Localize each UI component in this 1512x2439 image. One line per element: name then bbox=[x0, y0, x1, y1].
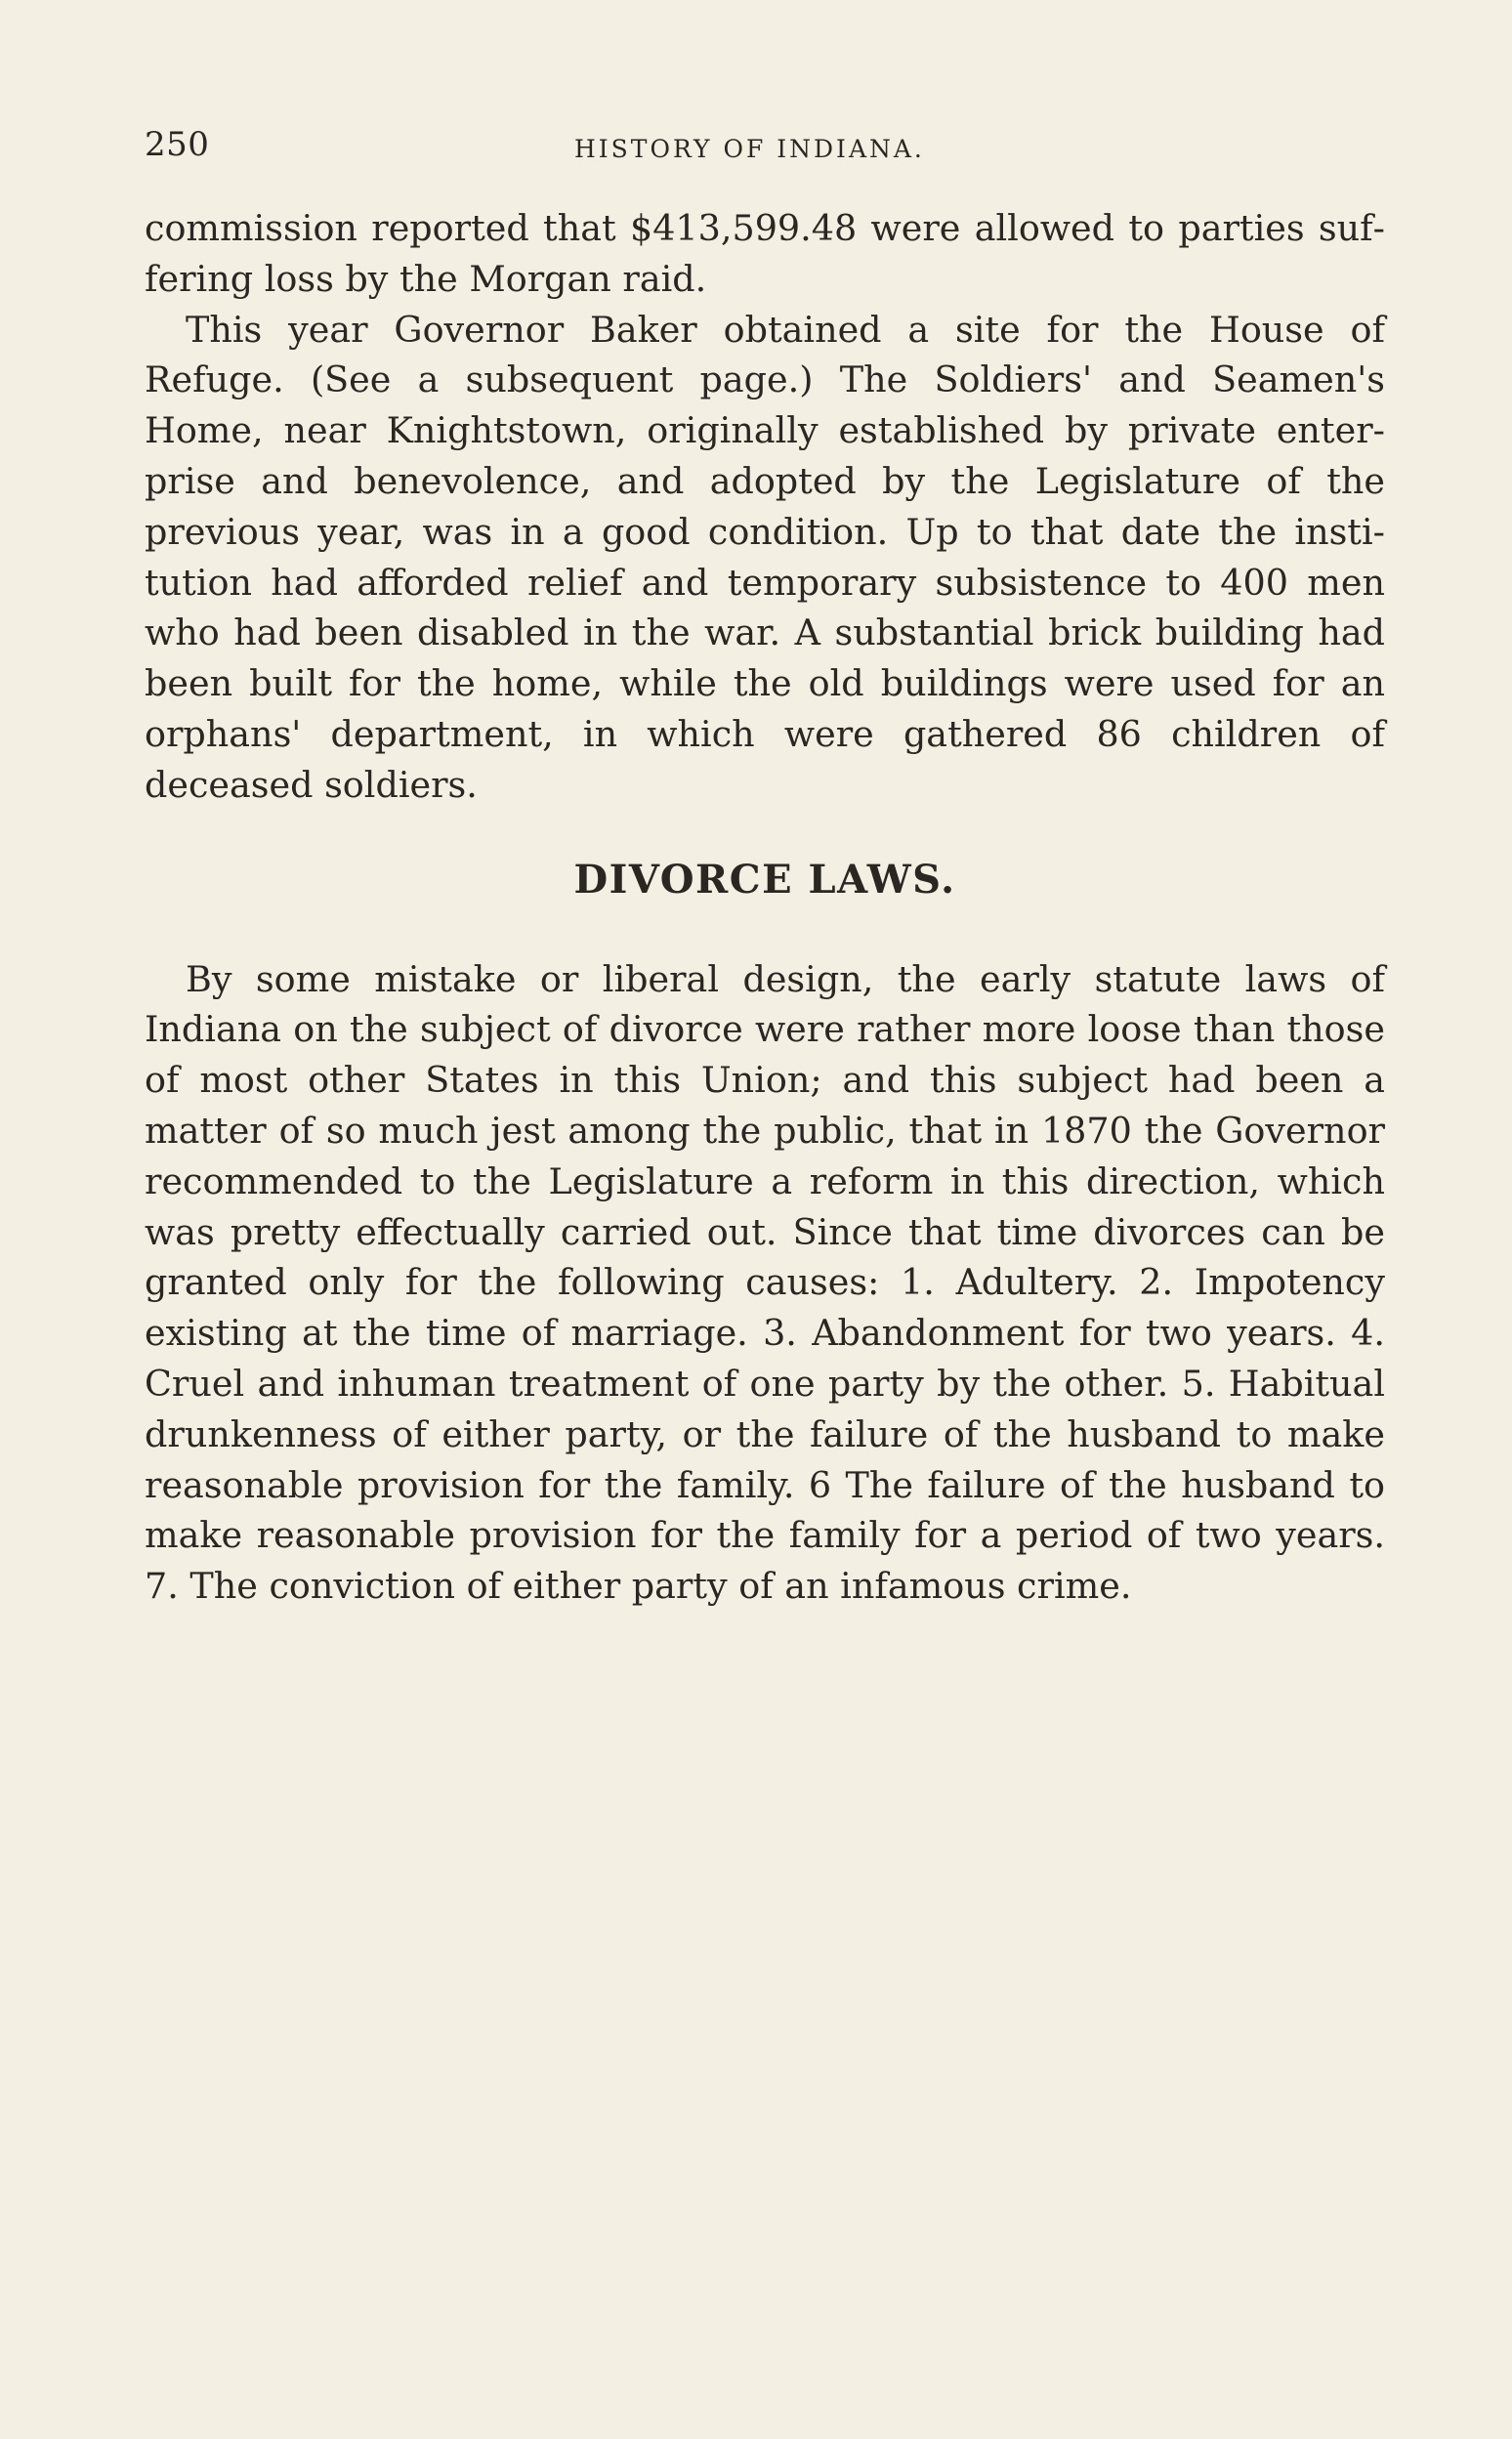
paragraph-divorce-laws: By some mistake or liberal design, the early statute laws of Indiana on the subject of divorce were rather more loose than those of most other States in this Union; and this subject had been a matter of so much jest among the public, that in 1870 the Governor recommended to the Legislature a reform in this direction, which was pretty effectually carried out. Since that time divorces can be granted only for the following causes: 1. Adultery. 2. Impotency existing at the time of marriage. 3. Abandonment for two years. 4. Cruel and inhuman treatment of one party by the other. 5. Habitual drunkenness of either party, or the failure of the husband to make reasonable provision for the family. 6 The failure of the husband to make reasonable provision for the family for a period of two years. 7. The conviction of either party of an infamous crime. bbox=[145, 957, 1385, 1608]
paragraph-continued: commission reported that $413,599.48 were allowed to parties suffering loss by the Morgan raid. bbox=[145, 207, 1385, 300]
running-title: HISTORY OF INDIANA. bbox=[574, 135, 925, 163]
section-heading: DIVORCE LAWS. bbox=[573, 856, 956, 903]
paragraph-soldiers-home: This year Governor Baker obtained a site for the House of Refuge. (See a subsequent page.) The Soldiers' and Seamen's Home, near Knightstown, originally established by private enterprise and benevolence, and adopted by the Legislature of the previous year, was in a good condition. Up to that date the institution had afforded relief and temporary subsistence to 400 men who had been disabled in the war. A substantial brick building had been built for the home, while the old buildings were used for an orphans' department, in which were gathered 86 children of deceased soldiers. bbox=[145, 308, 1385, 806]
page-header bbox=[145, 125, 1391, 164]
page-body bbox=[145, 203, 1385, 1612]
page-number: 250 bbox=[145, 125, 210, 164]
